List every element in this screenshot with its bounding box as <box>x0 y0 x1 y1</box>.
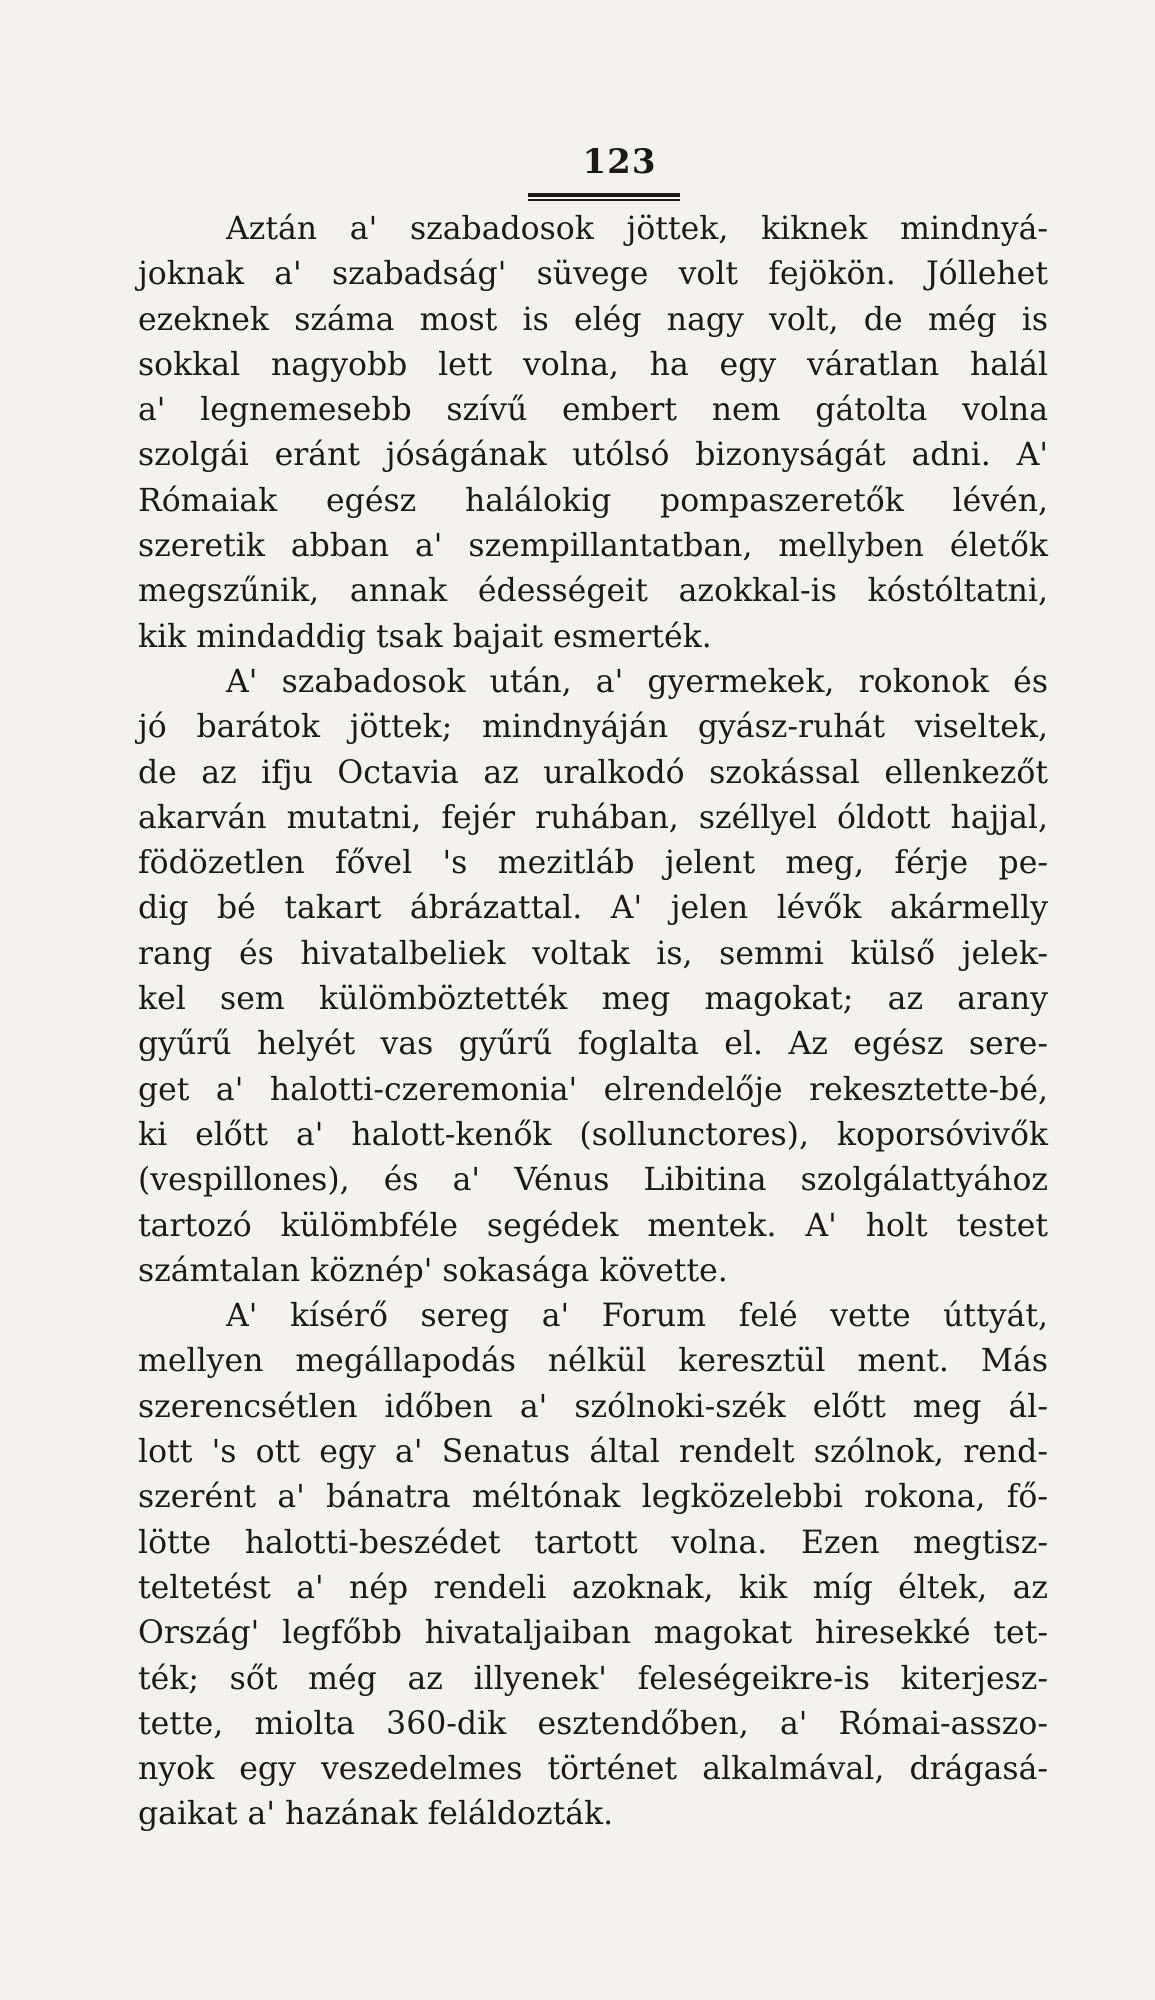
text-line: joknak a' szabadság' süvege volt fejökön. Jóllehet <box>138 256 1048 293</box>
text-line: szolgái eránt jóságának utólsó bizonyságát adni. A' <box>138 437 1048 474</box>
text-line: ki előtt a' halott-kenők (sollunctores), koporsóvivők <box>138 1116 1048 1153</box>
text-line: de az ifju Octavia az uralkodó szokással ellenkezőt <box>138 754 1048 791</box>
text-line: jó barátok jöttek; mindnyáján gyász-ruhát viseltek, <box>138 709 1048 746</box>
text-line: ezeknek száma most is elég nagy volt, de még is <box>138 301 1048 338</box>
text-line: nyok egy veszedelmes történet alkalmával, drágasá- <box>138 1751 1048 1788</box>
text-line: tette, miolta 360-dik esztendőben, a' Római-asszo- <box>138 1705 1048 1742</box>
text-line: teltetést a' nép rendeli azoknak, kik míg éltek, az <box>138 1569 1048 1606</box>
text-line: dig bé takart ábrázattal. A' jelen lévők akármelly <box>138 890 1048 927</box>
header-rule <box>528 193 680 202</box>
text-line: rang és hivatalbeliek voltak is, semmi külső jelek- <box>138 935 1048 972</box>
text-line: gyűrű helyét vas gyűrű foglalta el. Az egész sere- <box>138 1026 1048 1063</box>
text-line: szeretik abban a' szempillantatban, mellyben életők <box>138 528 1048 565</box>
text-line: Aztán a' szabadosok jöttek, kiknek mindnyá- <box>226 211 1048 247</box>
text-line: A' szabadosok után, a' gyermekek, rokonok és <box>226 663 1048 700</box>
text-line: a' legnemesebb szívű embert nem gátolta volna <box>138 392 1048 429</box>
text-line: Rómaiak egész halálokig pompaszeretők lévén, <box>138 482 1048 519</box>
text-line: sokkal nagyobb lett volna, ha egy váratlan halál <box>138 346 1048 383</box>
text-line: A' kísérő sereg a' Forum felé vette úttyát, <box>226 1298 1048 1335</box>
text-line: gaikat a' hazának feláldozták. <box>138 1796 614 1833</box>
text-line: számtalan köznép' sokasága követte. <box>138 1252 728 1289</box>
text-line: akarván mutatni, fejér ruhában, széllyel óldott hajjal, <box>138 799 1048 836</box>
text-line: kik mindaddig tsak bajait esmerték. <box>138 618 712 655</box>
text-line: get a' halotti-czeremonia' elrendelője rekesztette-bé, <box>138 1071 1048 1108</box>
text-line: megszűnik, annak édességeit azokkal-is kóstóltatni, <box>138 573 1048 610</box>
text-line: Ország' legfőbb hivataljaiban magokat hiresekké tet- <box>138 1615 1048 1652</box>
text-line: ték; sőt még az illyenek' feleségeikre-is kiterjesz- <box>138 1660 1048 1697</box>
text-line: (vespillones), és a' Vénus Libitina szolgálattyához <box>138 1162 1048 1199</box>
text-line: mellyen megállapodás nélkül keresztül ment. Más <box>138 1343 1048 1380</box>
page-number: 123 <box>582 142 657 182</box>
text-line: kel sem külömböztették meg magokat; az arany <box>138 981 1048 1018</box>
text-line: lott 's ott egy a' Senatus által rendelt szólnok, rend- <box>138 1434 1048 1471</box>
body-text <box>138 207 1048 1838</box>
text-line: szerencsétlen időben a' szólnoki-szék előtt meg ál- <box>138 1388 1048 1425</box>
text-line: tartozó külömbféle segédek mentek. A' holt testet <box>138 1207 1048 1244</box>
text-line: lötte halotti-beszédet tartott volna. Ezen megtisz- <box>138 1524 1048 1561</box>
text-line: szerént a' bánatra méltónak legközelebbi rokona, fő- <box>138 1479 1048 1516</box>
text-line: födözetlen fővel 's mezitláb jelent meg, férje pe- <box>138 845 1048 882</box>
